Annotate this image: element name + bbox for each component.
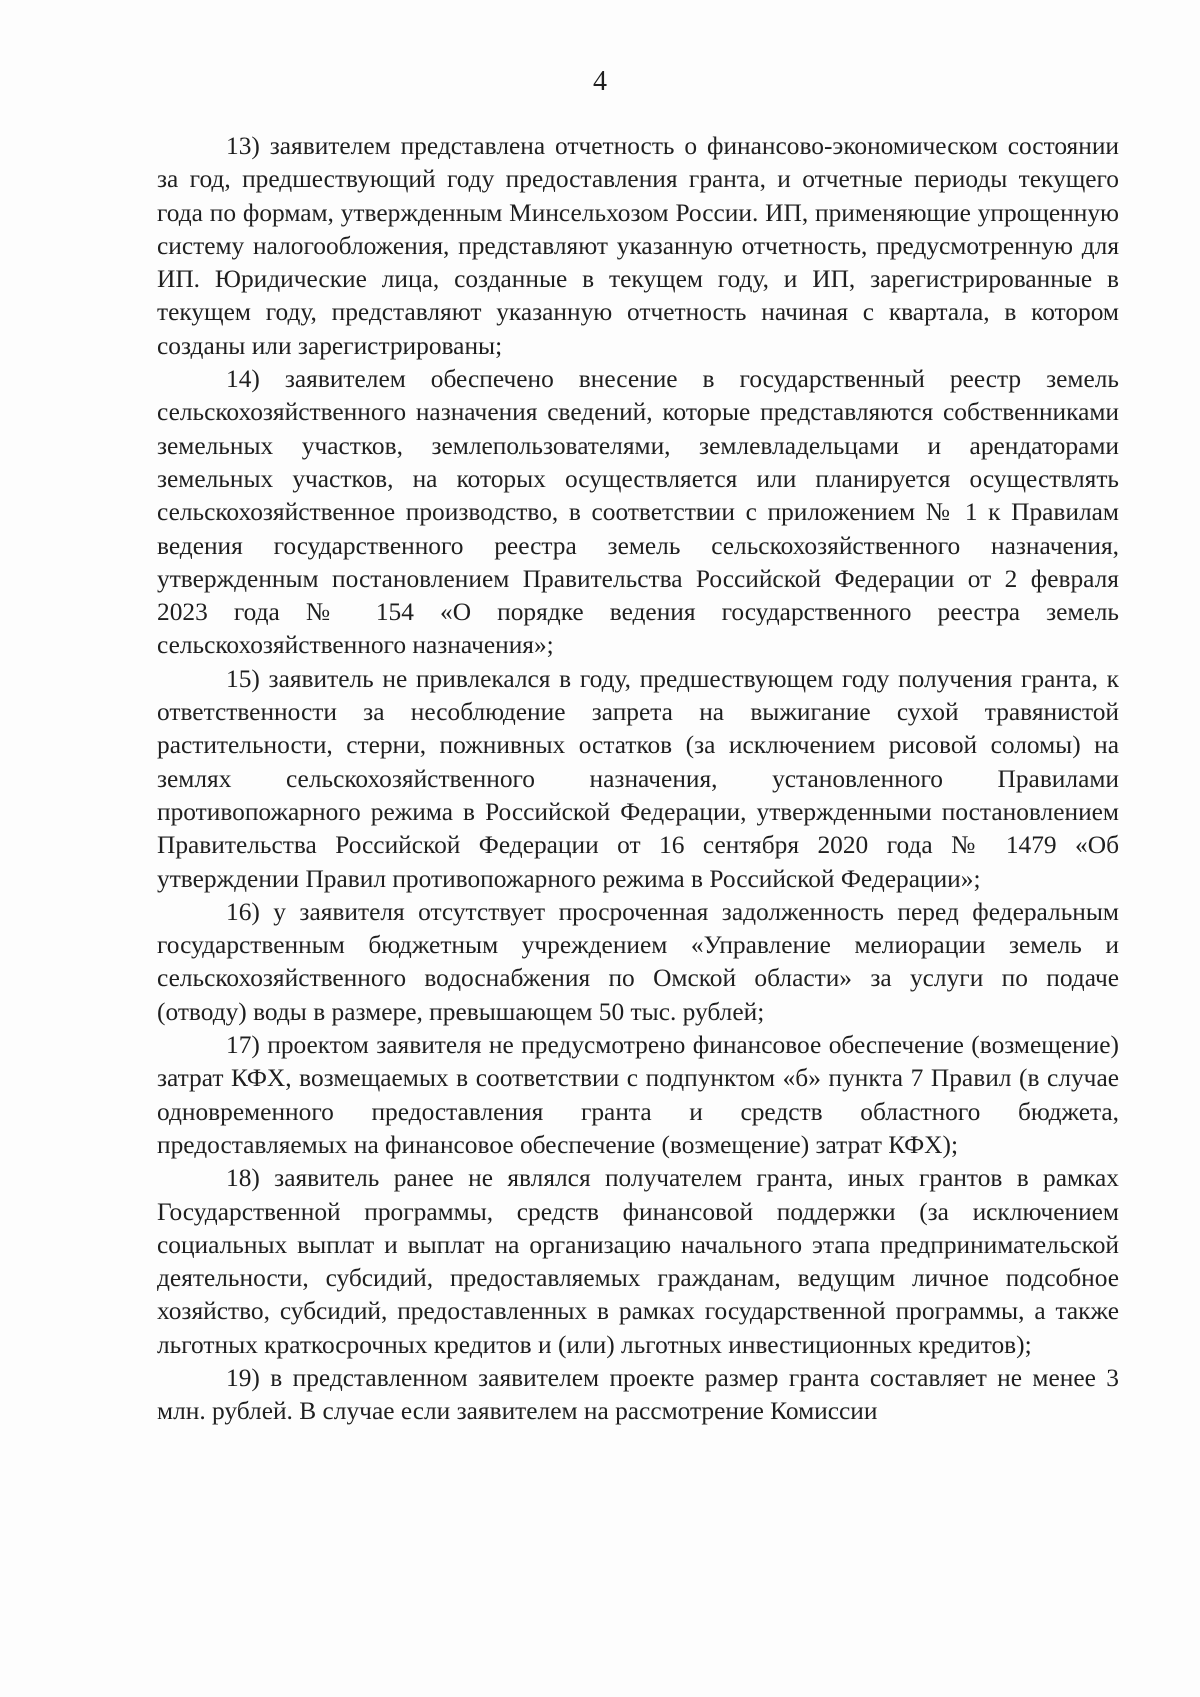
page-number: 4 (593, 66, 607, 97)
paragraph-item-15: 15) заявитель не привлекался в году, предшествующем году получения гранта, к ответственности за несоблюдение запрета на выжигание сухой травянистой растительности, стерни, пожнивных остатков (за исключением рисовой соломы) на землях сельскохозяйственного назначения, установленного Правилами противопожарного режима в Российской Федерации, утвержденными постановлением Правительства Российской Федерации от 16 сентября 2020 года № 1479 «Об утверждении Правил противопожарного режима в Российской Федерации»; (157, 664, 1119, 893)
paragraph-item-17: 17) проектом заявителя не предусмотрено финансовое обеспечение (возмещение) затрат КФХ, возмещаемых в соответствии с подпунктом «б» пункта 7 Правил (в случае одновременного предоставления гранта и средств областного бюджета, предоставляемых на финансовое обеспечение (возмещение) затрат КФХ); (157, 1031, 1119, 1159)
paragraph-item-19: 19) в представленном заявителем проекте размер гранта составляет не менее 3 млн. рублей. В случае если заявителем на рассмотрение Комиссии (157, 1363, 1119, 1426)
paragraph-item-13: 13) заявителем представлена отчетность о финансово-экономическом состоянии за год, предшествующий году предоставления гранта, и отчетные периоды текущего года по формам, утвержденным Минсельхозом России. ИП, применяющие упрощенную систему налогообложения, представляют указанную отчетность, предусмотренную для ИП. Юридические лица, созданные в текущем году, и ИП, зарегистрированные в текущем году, представляют указанную отчетность начиная с квартала, в котором созданы или зарегистрированы; (157, 132, 1119, 360)
paragraph-item-18: 18) заявитель ранее не являлся получателем гранта, иных грантов в рамках Государственной программы, средств финансовой поддержки (за исключением социальных выплат и выплат на организацию начального этапа предпринимательской деятельности, субсидий, предоставляемых гражданам, ведущим личное подсобное хозяйство, субсидий, предоставленных в рамках государственной программы, а также льготных краткосрочных кредитов и (или) льготных инвестиционных кредитов); (157, 1164, 1119, 1359)
document-body (157, 130, 1119, 1429)
paragraph-item-14: 14) заявителем обеспечено внесение в государственный реестр земель сельскохозяйственного назначения сведений, которые представляются собственниками земельных участков, землепользователями, землевладельцами и арендаторами земельных участков, на которых осуществляется или планируется осуществлять сельскохозяйственное производство, в соответствии с приложением № 1 к Правилам ведения государственного реестра земель сельскохозяйственного назначения, утвержденным постановлением Правительства Российской Федерации от 2 февраля 2023 года № 154 «О порядке ведения государственного реестра земель сельскохозяйственного назначения»; (157, 365, 1119, 660)
paragraph-item-16: 16) у заявителя отсутствует просроченная задолженность перед федеральным государственным бюджетным учреждением «Управление мелиорации земель и сельскохозяйственного водоснабжения по Омской области» за услуги по подаче (отводу) воды в размере, превышающем 50 тыс. рублей; (157, 897, 1119, 1026)
